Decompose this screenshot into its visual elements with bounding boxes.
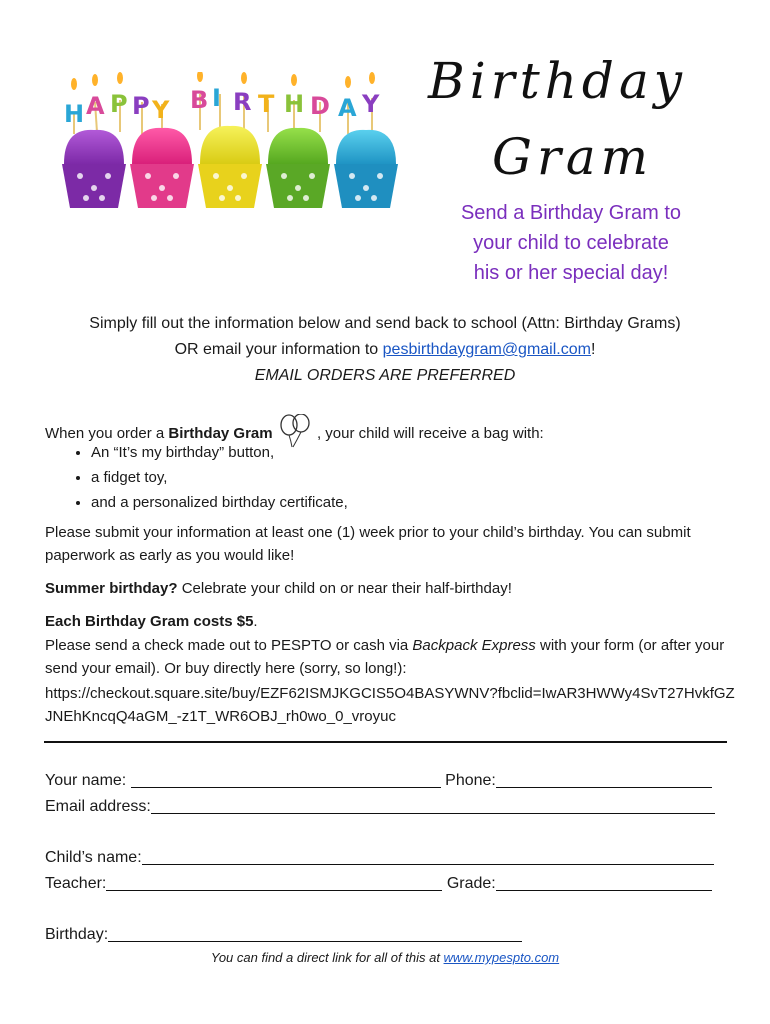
summer-birthday-note bbox=[45, 577, 735, 600]
instruction-email-prefix: OR email your information to bbox=[174, 341, 383, 358]
form-row-birthday bbox=[45, 925, 522, 944]
child-name-field[interactable] bbox=[142, 848, 714, 865]
cost-title-suffix: . bbox=[253, 613, 258, 630]
svg-text:D: D bbox=[310, 92, 330, 120]
cost-heading bbox=[45, 610, 735, 633]
phone-field[interactable] bbox=[496, 771, 712, 788]
svg-text:H: H bbox=[284, 90, 305, 118]
name-label: Your name: bbox=[45, 772, 127, 789]
website-link[interactable]: www.mypespto.com bbox=[443, 950, 560, 965]
email-link[interactable]: pesbirthdaygram@gmail.com bbox=[382, 341, 591, 358]
bag-contents-list bbox=[45, 440, 348, 515]
backpack-express: Backpack Express bbox=[412, 637, 536, 654]
tagline-line: Send a Birthday Gram to bbox=[460, 202, 682, 224]
email-preferred-note: EMAIL ORDERS ARE PREFERRED bbox=[254, 367, 516, 384]
form-row-child-name bbox=[45, 848, 714, 867]
instruction-email-suffix: ! bbox=[590, 341, 596, 358]
email-label: Email address: bbox=[45, 798, 151, 815]
birthday-field[interactable] bbox=[108, 925, 522, 942]
instruction-line-1: Simply fill out the information below and send back to school (Attn: Birthday Grams) bbox=[89, 315, 681, 332]
happy-birthday-cupcakes-image bbox=[50, 72, 414, 214]
tagline-line: your child to celebrate bbox=[473, 232, 669, 254]
name-field[interactable] bbox=[131, 771, 441, 788]
order-bold: Birthday Gram bbox=[168, 425, 273, 442]
svg-text:P: P bbox=[110, 90, 128, 118]
square-checkout-url[interactable]: https://checkout.square.site/buy/EZF62ISMJKGCIS5O4BASYWNV?fbclid=IwAR3HWWy4SvT27HvkfGZJNEhKncqQ4aGM_-z1T_WR6OBJ_rh0wo_0_vroyuc bbox=[45, 685, 735, 725]
submit-deadline-text: Please submit your information at least one (1) week prior to your child’s birthday. You can submit paperwork as early as you would like! bbox=[45, 524, 691, 564]
payment-prefix: Please send a check made out to PESPTO or cash via bbox=[45, 637, 413, 654]
form-row-email bbox=[45, 797, 715, 816]
payment-instructions bbox=[45, 634, 735, 680]
teacher-label: Teacher: bbox=[45, 875, 107, 892]
svg-text:Y: Y bbox=[152, 96, 170, 124]
birthday-label: Birthday: bbox=[45, 926, 109, 943]
cost-title: Each Birthday Gram costs $5 bbox=[45, 613, 254, 630]
order-suffix: , your child will receive a bag with: bbox=[316, 425, 544, 442]
svg-text:B: B bbox=[190, 86, 209, 114]
form-row-teacher-grade bbox=[45, 874, 712, 893]
summer-text: Celebrate your child on or near their half-birthday! bbox=[177, 580, 512, 597]
order-prefix: When you order a bbox=[45, 425, 169, 442]
svg-text:I: I bbox=[212, 84, 221, 112]
section-divider bbox=[44, 741, 727, 743]
footer-prefix: You can find a direct link for all of this at bbox=[210, 950, 444, 965]
form-row-name-phone bbox=[45, 771, 712, 790]
grade-field[interactable] bbox=[496, 874, 712, 891]
teacher-field[interactable] bbox=[106, 874, 442, 891]
svg-text:Y: Y bbox=[362, 90, 380, 118]
tagline bbox=[440, 198, 702, 288]
footer-note bbox=[0, 950, 770, 965]
list-item: • An “It’s my birthday” button, bbox=[91, 440, 348, 465]
svg-text:H: H bbox=[64, 100, 85, 128]
svg-text:P: P bbox=[132, 92, 150, 120]
svg-text:A: A bbox=[338, 94, 357, 122]
svg-text:T: T bbox=[258, 90, 275, 118]
summer-bold: Summer birthday? bbox=[45, 580, 178, 597]
grade-label: Grade: bbox=[446, 875, 496, 892]
phone-label: Phone: bbox=[445, 772, 496, 789]
title-gram: Gram bbox=[492, 128, 654, 186]
svg-text:A: A bbox=[86, 92, 105, 120]
email-field[interactable] bbox=[151, 797, 715, 814]
child-name-label: Child’s name: bbox=[45, 849, 142, 866]
list-item: • and a personalized birthday certificate, bbox=[91, 490, 348, 515]
list-item: • a fidget toy, bbox=[91, 465, 348, 490]
payment-suffix: with your form (or after your send your email). Or buy directly here (sorry, so long!): bbox=[45, 637, 725, 677]
tagline-line: his or her special day! bbox=[473, 262, 669, 284]
instruction-line-2 bbox=[0, 341, 770, 359]
title-birthday: Birthday bbox=[428, 52, 687, 110]
svg-text:R: R bbox=[233, 88, 252, 116]
